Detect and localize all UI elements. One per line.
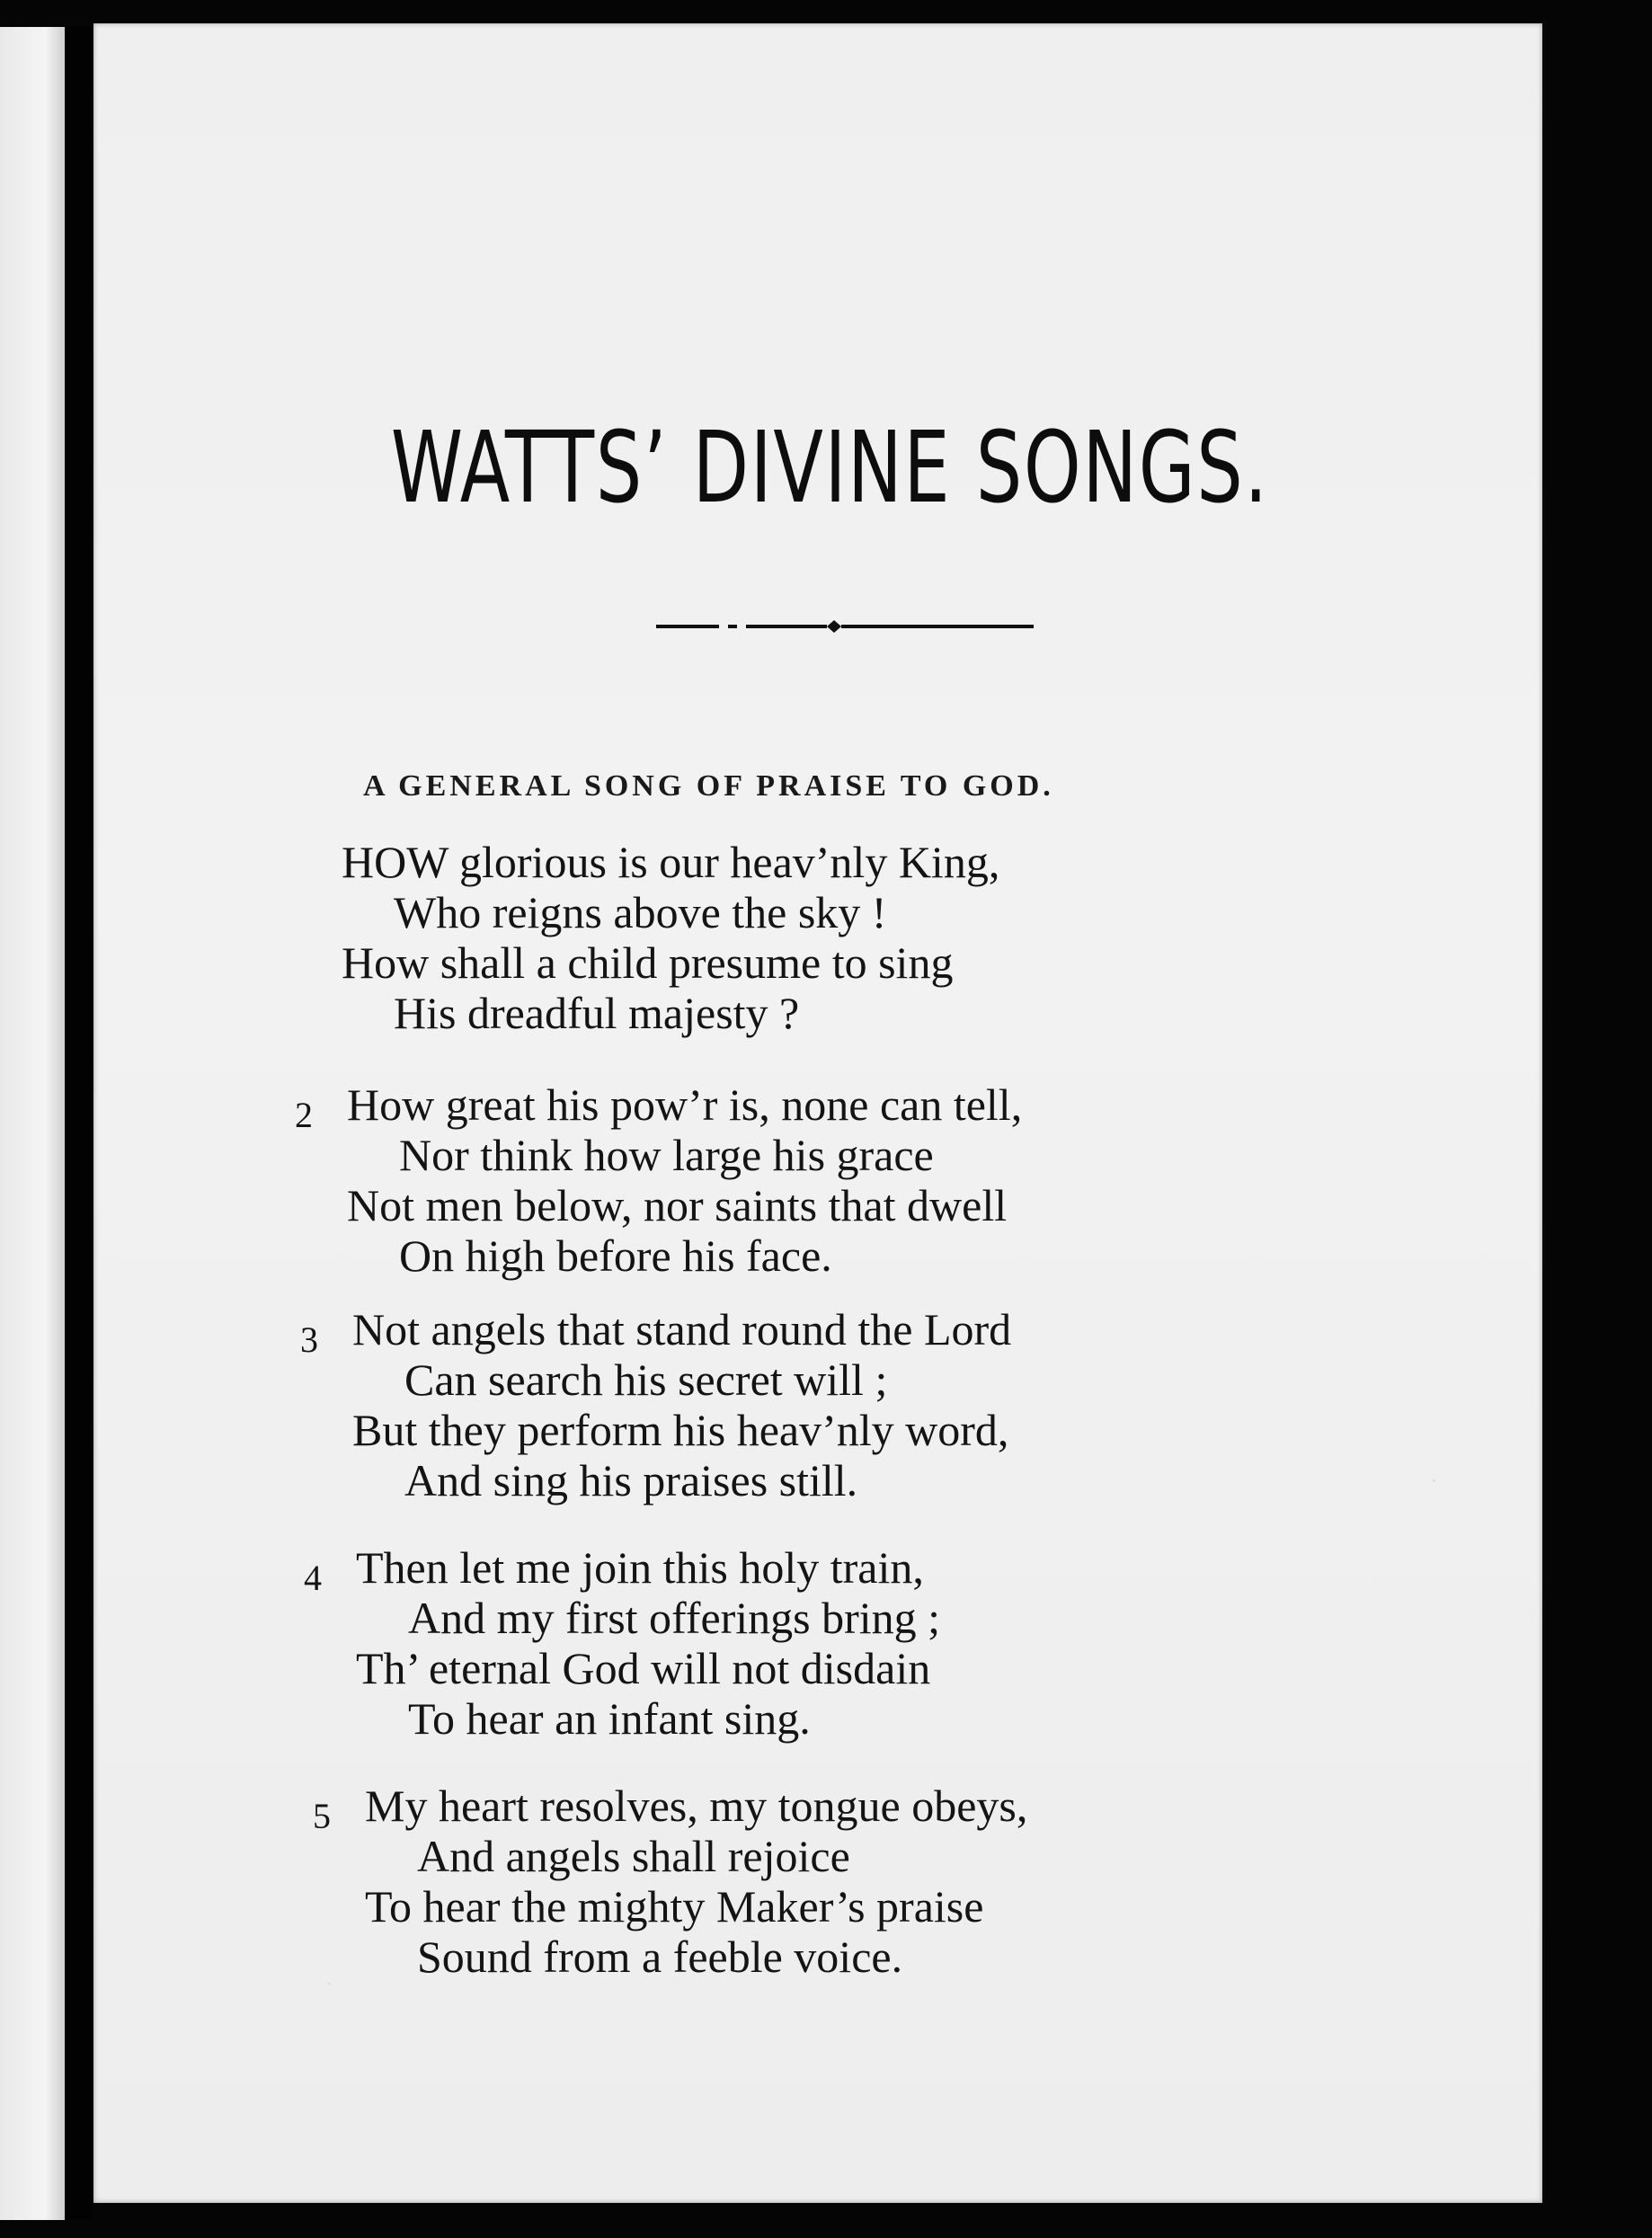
stanza-line: Then let me join this holy train, xyxy=(356,1542,924,1593)
stanza-line: How great his pow’r is, none can tell, xyxy=(347,1079,1023,1130)
stanza-line: On high before his face. xyxy=(399,1230,832,1281)
paper-speck xyxy=(327,1983,331,1985)
stanza-line: Not angels that stand round the Lord xyxy=(352,1304,1012,1354)
stanza-number: 3 xyxy=(300,1319,318,1360)
stanza-line: To hear an infant sing. xyxy=(408,1693,811,1744)
stanza-2 xyxy=(295,1079,1023,1281)
stanza-number: 4 xyxy=(304,1558,322,1598)
song-heading: A GENERAL SONG OF PRAISE TO GOD. xyxy=(363,769,1054,803)
stanza-line: Nor think how large his grace xyxy=(399,1130,934,1180)
stanza-1 xyxy=(342,837,999,1038)
paper-speck xyxy=(1433,1479,1435,1482)
stanza-line: But they perform his heav’nly word, xyxy=(352,1405,1009,1455)
stanza-line: My heart resolves, my tongue obeys, xyxy=(365,1781,1028,1831)
stanza-line: To hear the mighty Maker’s praise xyxy=(365,1881,984,1932)
page-title: WATTS’ DIVINE SONGS. xyxy=(390,410,1269,525)
stanza-line: His dreadful majesty ? xyxy=(394,988,800,1038)
stanza-5 xyxy=(313,1781,1028,1982)
stanza-line: And my first offerings bring ; xyxy=(408,1593,941,1643)
stanza-line: Can search his secret will ; xyxy=(404,1354,888,1405)
stanza-line: HOW glorious is our heav’nly King, xyxy=(342,837,1000,887)
stanza-number: 2 xyxy=(295,1095,313,1135)
stanza-line: And sing his praises still. xyxy=(404,1455,858,1505)
stanza-line: And angels shall rejoice xyxy=(417,1831,850,1881)
stanza-4 xyxy=(304,1542,941,1744)
adjacent-page-edge xyxy=(0,27,67,2220)
stanza-line: Who reigns above the sky ! xyxy=(394,887,887,937)
stanza-line: Sound from a feeble voice. xyxy=(417,1932,903,1982)
stanza-line: Not men below, nor saints that dwell xyxy=(347,1180,1008,1230)
stanza-line: Th’ eternal God will not disdain xyxy=(356,1643,931,1693)
book-page xyxy=(93,23,1542,2203)
stanza-number: 5 xyxy=(313,1796,331,1836)
stanza-3 xyxy=(300,1304,1012,1505)
page-gutter xyxy=(65,27,92,2220)
stanza-line: How shall a child presume to sing xyxy=(342,937,954,988)
ornamental-divider xyxy=(656,617,1034,635)
